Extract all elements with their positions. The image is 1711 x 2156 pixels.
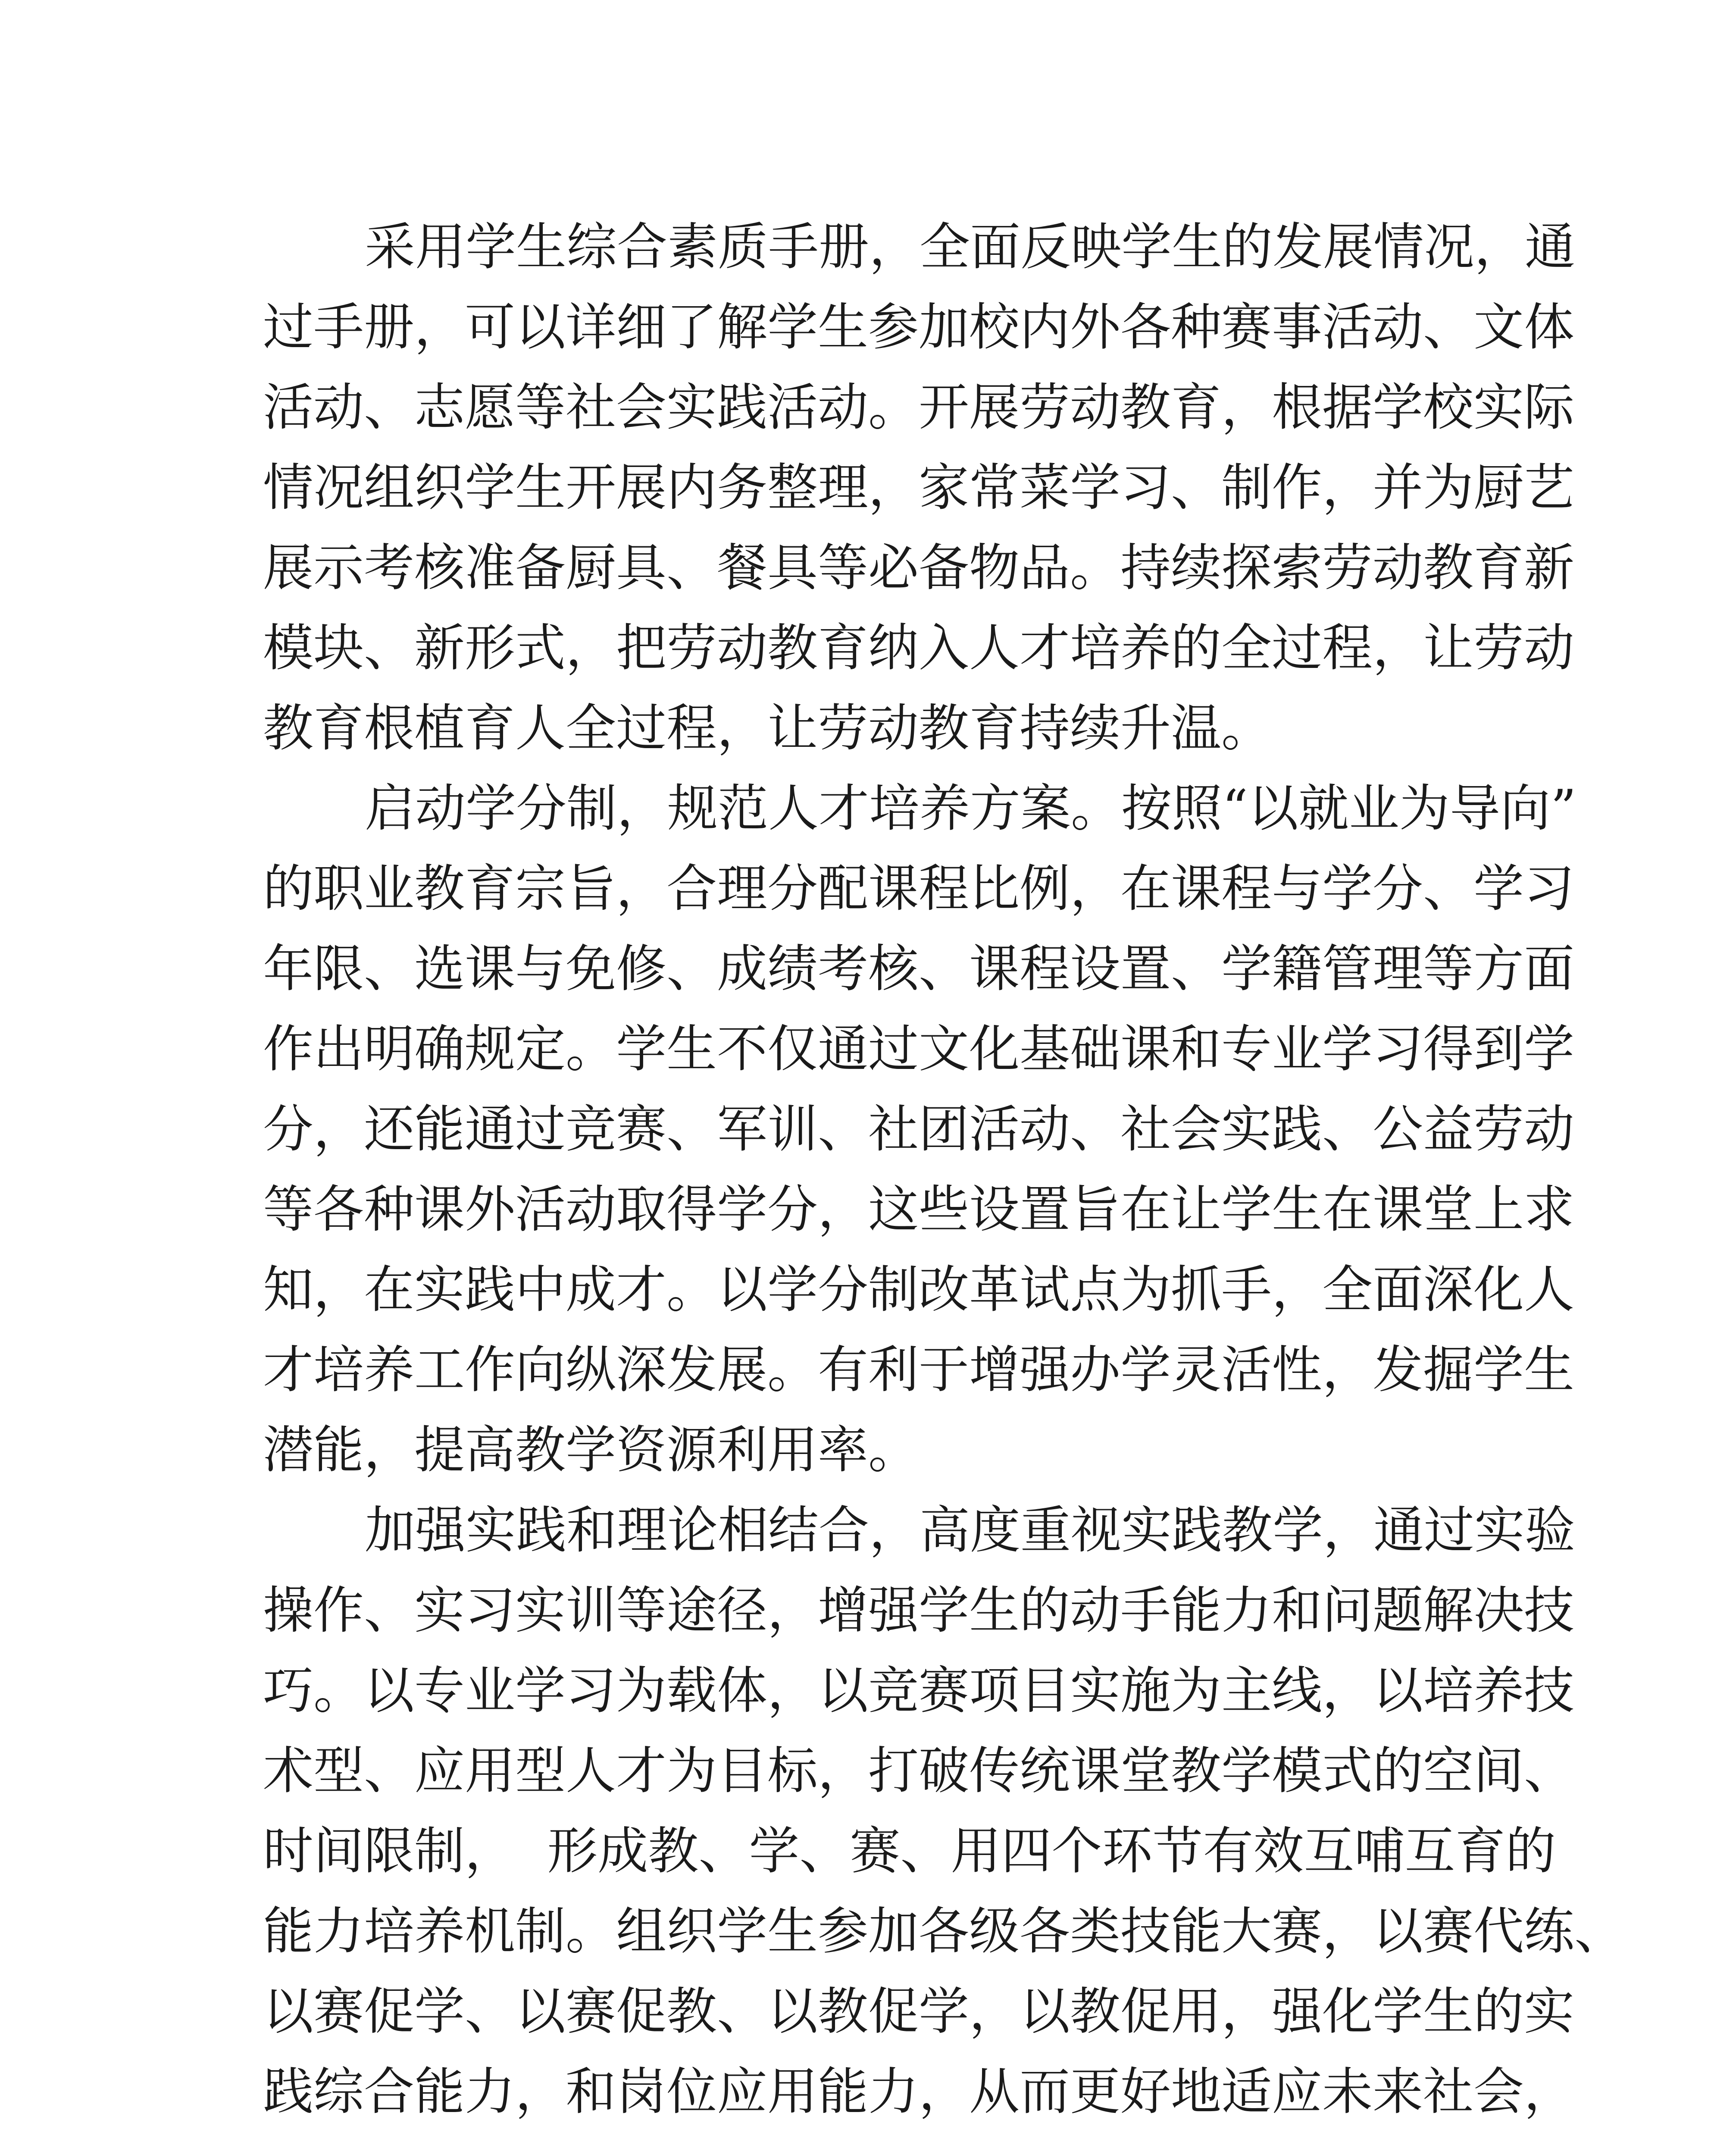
paragraph-2-line: 的职业教育宗旨，合理分配课程比例，在课程与学分、学习	[263, 859, 1575, 918]
paragraph-2-line: 才培养工作向纵深发展。有利于增强办学灵活性，发掘学生	[263, 1340, 1575, 1399]
paragraph-2-line: 年限、选课与免修、成绩考核、课程设置、学籍管理等方面	[263, 939, 1575, 998]
paragraph-1-line: 采用学生综合素质手册，全面反映学生的发展情况，通	[365, 217, 1576, 276]
paragraph-3-line: 加强实践和理论相结合，高度重视实践教学，通过实验	[365, 1501, 1576, 1560]
paragraph-2-line: 等各种课外活动取得学分，这些设置旨在让学生在课堂上求	[263, 1180, 1575, 1239]
paragraph-3-line: 以赛促学、以赛促教、以教促学，以教促用，强化学生的实	[263, 1982, 1575, 2041]
paragraph-3-line: 时间限制， 形成教、学、赛、用四个环节有效互哺互育的	[263, 1821, 1556, 1880]
paragraph-1-line: 展示考核准备厨具、餐具等必备物品。持续探索劳动教育新	[263, 538, 1575, 597]
body-text	[263, 207, 1625, 2132]
paragraph-2-line: 分，还能通过竞赛、军训、社团活动、社会实践、公益劳动	[263, 1100, 1575, 1159]
paragraph-1-line: 情况组织学生开展内务整理，家常菜学习、制作，并为厨艺	[263, 458, 1575, 517]
paragraph-1-line: 教育根植育人全过程，让劳动教育持续升温。	[263, 699, 1272, 758]
paragraph-2-line: 作出明确规定。学生不仅通过文化基础课和专业学习得到学	[263, 1019, 1575, 1078]
paragraph-2-line: 潜能，提高教学资源利用率。	[263, 1420, 919, 1479]
paragraph-2-line: 启动学分制，规范人才培养方案。按照“以就业为导向”	[365, 779, 1576, 838]
paragraph-1-line: 活动、志愿等社会实践活动。开展劳动教育，根据学校实际	[263, 378, 1575, 437]
paragraph-3-line: 巧。以专业学习为载体，以竞赛项目实施为主线，以培养技	[263, 1661, 1575, 1720]
paragraph-3-line: 操作、实习实训等途径，增强学生的动手能力和问题解决技	[263, 1581, 1575, 1640]
paragraph-2-line: 知，在实践中成才。以学分制改革试点为抓手，全面深化人	[263, 1260, 1575, 1319]
paragraph-1-line: 过手册，可以详细了解学生参加校内外各种赛事活动、文体	[263, 298, 1575, 357]
paragraph-3-line: 践综合能力，和岗位应用能力，从而更好地适应未来社会，	[263, 2062, 1575, 2121]
paragraph-3-line: 能力培养机制。组织学生参加各级各类技能大赛，以赛代练、	[263, 1902, 1625, 1961]
paragraph-3-line: 术型、应用型人才为目标，打破传统课堂教学模式的空间、	[263, 1741, 1575, 1800]
paragraph-1-line: 模块、新形式，把劳动教育纳入人才培养的全过程，让劳动	[263, 618, 1575, 677]
